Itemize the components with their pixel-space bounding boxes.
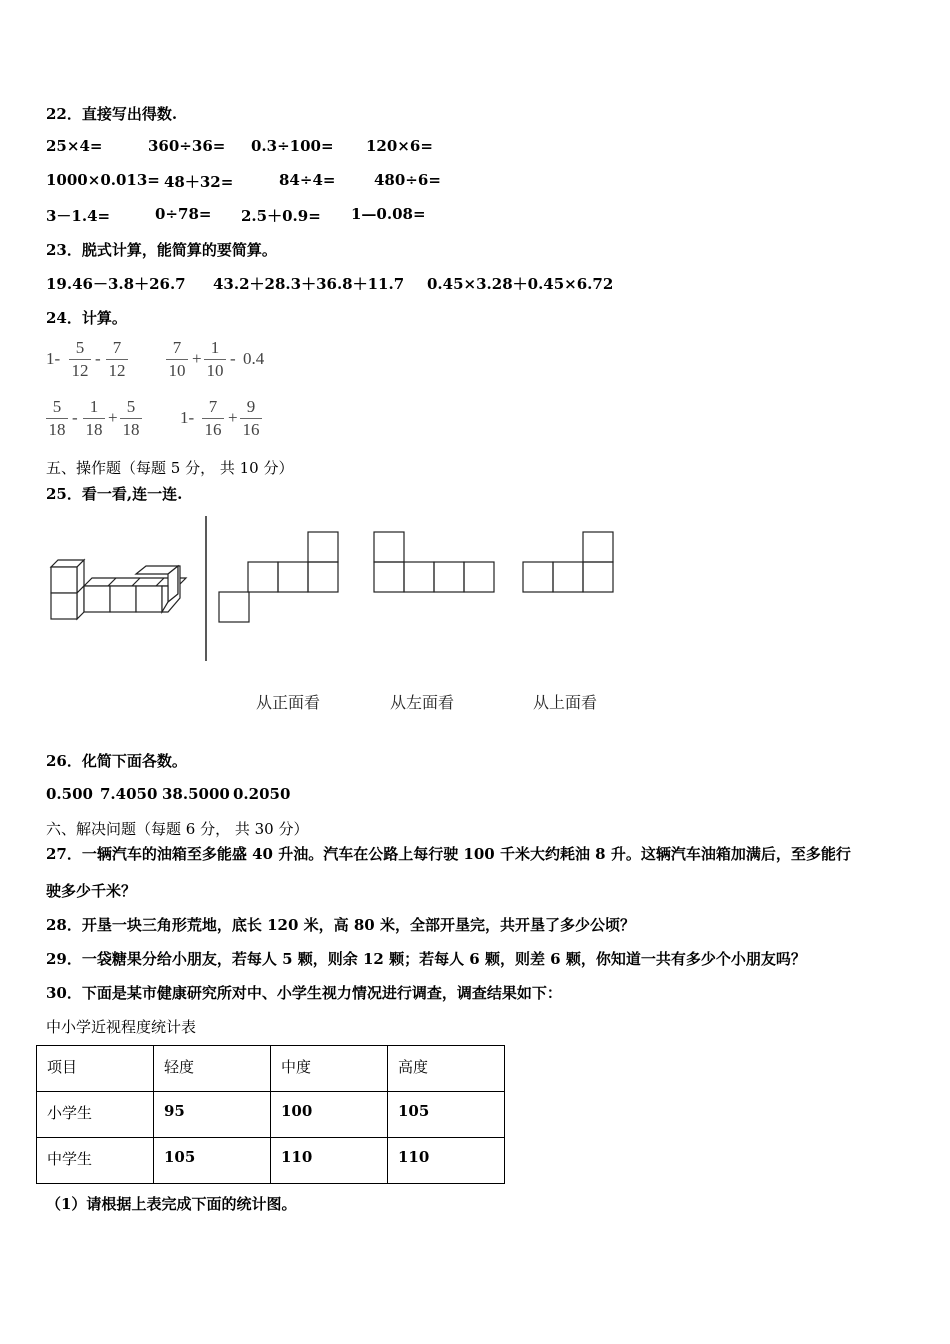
section6-heading: 六、解决问题（每题 6 分， 共 30 分）: [46, 820, 309, 838]
q26-value-3: 38.5000: [162, 785, 230, 803]
q29-text: 29．一袋糖果分给小朋友，若每人 5 颗，则余 12 颗；若每人 6 颗，则差 6 颗，你知道一共有多少个小朋友吗？: [46, 950, 806, 968]
q22-r3-c: 2.5＋0.9=: [241, 207, 321, 225]
q22-r2-b: 48＋32=: [164, 173, 234, 191]
table-cell: 中度: [271, 1046, 388, 1092]
table-cell: 100: [271, 1092, 388, 1138]
view-option-1[interactable]: [218, 530, 342, 624]
expr4-lead: 1-: [180, 408, 195, 427]
expr4-frac2: 9 16: [238, 396, 264, 441]
expr3-op1: -: [72, 408, 78, 427]
myopia-table: [36, 1045, 505, 1184]
q23-title: 23．脱式计算，能简算的要简算。: [46, 241, 277, 259]
q26-title: 26．化简下面各数。: [46, 752, 187, 770]
expr1-lead: 1-: [46, 349, 61, 368]
expr4-op: +: [228, 408, 238, 427]
table-cell: 轻度: [154, 1046, 271, 1092]
table-title: 中小学近视程度统计表: [46, 1018, 197, 1036]
expr1-frac2: 7 12: [104, 337, 130, 382]
table-cell: 项目: [37, 1046, 154, 1092]
q30-sub1: （1）请根据上表完成下面的统计图。: [46, 1195, 297, 1213]
table-cell: 110: [271, 1138, 388, 1184]
q26-value-2: 7.4050: [100, 785, 158, 803]
q22-r1-c: 0.3÷100=: [251, 137, 334, 155]
q28-text: 28．开垦一块三角形荒地，底长 120 米，高 80 米，全部开垦完，共开垦了多少公顷？: [46, 916, 635, 934]
q22-r2-c: 84÷4=: [279, 171, 336, 189]
q23-item-3: 0.45×3.28＋0.45×6.72: [427, 275, 614, 293]
q24-title: 24．计算。: [46, 309, 127, 327]
divider-line: [205, 516, 209, 662]
expr3-op2: +: [108, 408, 118, 427]
expr3-frac3: 5 18: [118, 396, 144, 441]
table-cell: 95: [154, 1092, 271, 1138]
q22-r2-a: 1000×0.013=: [46, 171, 160, 189]
q25-title: 25．看一看,连一连.: [46, 485, 183, 503]
expr2-op2: -: [230, 349, 236, 368]
table-header-row: [37, 1046, 505, 1092]
caption-top-view[interactable]: 从上面看: [533, 693, 598, 712]
section5-heading: 五、操作题（每题 5 分， 共 10 分）: [46, 459, 294, 477]
q26-value-1: 0.500: [46, 785, 93, 803]
q27-line2: 驶多少千米？: [46, 882, 137, 900]
expr4-frac1: 7 16: [200, 396, 226, 441]
table-cell: 高度: [388, 1046, 505, 1092]
q22-r3-a: 3－1.4=: [46, 207, 111, 225]
q23-item-1: 19.46－3.8＋26.7: [46, 275, 186, 293]
cube-stack-figure: [50, 556, 190, 626]
q22-r1-b: 360÷36=: [148, 137, 226, 155]
table-cell: 105: [388, 1092, 505, 1138]
q27-line1: 27．一辆汽车的油箱至多能盛 40 升油。汽车在公路上每行驶 100 千米大约耗油 8 升。这辆汽车油箱加满后，至多能行: [46, 845, 851, 863]
view-option-2[interactable]: [372, 530, 496, 594]
expr1-frac1: 5 12: [67, 337, 93, 382]
expr1-op: -: [95, 349, 101, 368]
q22-r1-a: 25×4=: [46, 137, 103, 155]
table-row: [37, 1138, 505, 1184]
q22-r3-b: 0÷78=: [155, 205, 212, 223]
q22-r1-d: 120×6=: [366, 137, 433, 155]
table-cell: 小学生: [37, 1092, 154, 1138]
q22-title: 22．直接写出得数.: [46, 105, 178, 123]
table-cell: 中学生: [37, 1138, 154, 1184]
q22-r2-d: 480÷6=: [374, 171, 441, 189]
caption-left-view[interactable]: 从左面看: [390, 693, 455, 712]
table-row: [37, 1092, 505, 1138]
caption-front-view[interactable]: 从正面看: [256, 693, 321, 712]
expr2-frac1: 7 10: [164, 337, 190, 382]
expr2-op1: +: [192, 349, 202, 368]
q23-item-2: 43.2＋28.3＋36.8＋11.7: [213, 275, 405, 293]
expr2-frac2: 1 10: [202, 337, 228, 382]
expr3-frac1: 5 18: [44, 396, 70, 441]
q22-r3-d: 1—0.08=: [351, 205, 426, 223]
view-option-3[interactable]: [521, 530, 615, 594]
table-cell: 105: [154, 1138, 271, 1184]
table-cell: 110: [388, 1138, 505, 1184]
q30-title: 30．下面是某市健康研究所对中、小学生视力情况进行调查，调查结果如下：: [46, 984, 562, 1002]
expr2-tail: 0.4: [243, 349, 265, 368]
q26-value-4: 0.2050: [233, 785, 291, 803]
expr3-frac2: 1 18: [81, 396, 107, 441]
